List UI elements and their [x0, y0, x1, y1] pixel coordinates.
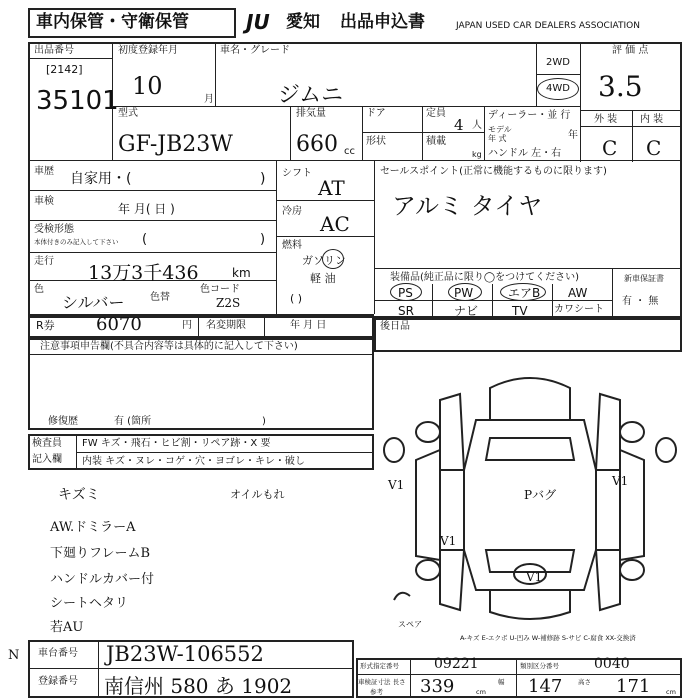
note-line-7: 若AU [50, 620, 84, 635]
margin-mark: N [8, 648, 20, 663]
form-title: 出品申込書 [340, 12, 425, 32]
note-line-5: ハンドルカバー付 [50, 572, 155, 587]
equip-pw: PW [454, 286, 474, 300]
exterior-value: C [602, 136, 618, 160]
color-code-value: Z2S [216, 296, 241, 310]
equip-ps-circle [390, 283, 422, 301]
note-line-6: シートヘタリ [50, 596, 129, 611]
transmission-value: AT [318, 176, 345, 200]
color-change-label: 色替 [150, 292, 170, 303]
model-value: GF-JB23W [118, 132, 233, 157]
sales-point-label: セールスポイント(正常に機能するものに限ります) [380, 166, 607, 177]
capacity-label: 定員 [426, 108, 446, 119]
color-value: シルバー [62, 293, 125, 312]
interior-value: C [646, 136, 662, 160]
cert-cm-1: cm [476, 688, 486, 696]
history-value: 自家用・( [70, 171, 132, 187]
sales-point-value: アルミ タイヤ [392, 192, 543, 220]
lot-label: 出品番号 [34, 45, 74, 56]
transfer-value: 年 月 日 [290, 320, 327, 331]
doors-label: ドア [366, 108, 386, 119]
exterior-label: 外 装 [594, 114, 618, 125]
notes-label: 注意事項申告欄(不具合内容等は具体的に記入して下さい) [40, 341, 298, 352]
history-label: 車歴 [34, 166, 54, 177]
inspector-interior-row: 内装 キズ・ヌレ・コゲ・穴・ヨゴレ・キレ・破し [82, 456, 305, 467]
spare-label: スペア [398, 620, 422, 629]
note-line-4: 下廻りフレームB [50, 546, 151, 561]
change-label: 年 式 [488, 134, 507, 143]
later-date-label: 後日品 [380, 321, 410, 332]
model-year-label: モデル [488, 125, 512, 134]
equip-tv: TV [512, 304, 528, 318]
displacement-label: 排気量 [296, 108, 326, 119]
reg-value: 南信州 580 あ 1902 [104, 674, 293, 698]
cert-class-value: 0040 [594, 656, 630, 672]
month-unit: 月 [204, 94, 214, 105]
drive-4wd: 4WD [546, 83, 570, 94]
ac-value: AC [320, 212, 350, 236]
ju-logo: JU [246, 10, 270, 34]
lot-number: 35101 [36, 86, 119, 116]
car-name-value: ジムニ [278, 83, 344, 108]
equipment-label: 装備品(純正品に限り◯をつけてください) [390, 272, 579, 283]
mileage-value: 13万3千436 [88, 262, 199, 284]
fuel-diesel: 軽 油 [310, 272, 336, 285]
year-label: 年 [568, 130, 578, 141]
repair-label: 修復歴 [48, 416, 78, 427]
damage-mark-right: V1 [612, 474, 629, 488]
kg-unit: kg [472, 150, 482, 159]
repair-value: 有 (箇所 [114, 416, 152, 427]
warranty-note: 本体付きのみ記入して下さい [34, 238, 119, 246]
warranty-label: 受検形態 [34, 224, 74, 235]
history-close: ) [260, 171, 266, 187]
chassis-label: 車台番号 [38, 648, 78, 659]
equip-aircon: エアB [508, 286, 541, 300]
note-line-2: オイルもれ [230, 488, 285, 501]
cert-cm-2: cm [666, 688, 676, 696]
load-label: 積載 [426, 136, 446, 147]
later-date-box [374, 318, 682, 352]
fuel-label: 燃料 [282, 240, 302, 251]
cert-length-label: 車検証寸法 長さ [358, 678, 406, 686]
new-warranty-value: 有 ・ 無 [622, 296, 659, 307]
note-line-3: AW.ドミラーA [50, 520, 136, 535]
lot-small-number: [2142] [46, 63, 83, 76]
cert-height-label: 高さ [578, 678, 591, 686]
inspection-label: 車検 [34, 196, 54, 207]
damage-mark-rear: V1 [526, 570, 543, 584]
equip-navi: ナビ [454, 304, 479, 318]
inspector-sub-label: 記入欄 [32, 454, 62, 465]
cert-type-value: 09221 [434, 656, 479, 672]
equip-pw-circle [448, 283, 482, 301]
storage-title: 車内保管・守衛保管 [36, 12, 189, 32]
damage-mark-left: V1 [388, 478, 405, 492]
warranty-value: ( [142, 232, 148, 247]
inspector-label: 検査員 [32, 438, 62, 449]
capacity-unit: 人 [472, 120, 482, 131]
score-label: 評 価 点 [612, 45, 649, 56]
cert-reference-label: 参考 [370, 688, 383, 696]
car-name-label: 車名・グレード [220, 45, 290, 56]
repair-close: ) [262, 416, 266, 427]
fuel-gas-circle [322, 249, 344, 269]
cert-length-value: 339 [420, 676, 455, 697]
transfer-label: 名変期限 [206, 320, 246, 331]
fuel-gas: ガソリン [302, 254, 346, 267]
inspection-value: 年 月( 日 ) [118, 202, 175, 216]
logo-region: 愛知 [286, 12, 320, 32]
transmission-label: シフト [282, 168, 312, 179]
association-name: JAPAN USED CAR DEALERS ASSOCIATION [456, 21, 640, 31]
recycle-value: 6070 [96, 314, 142, 335]
fuel-paren: ( ) [290, 292, 303, 305]
damage-legend: A-キズ E-エクボ U-凹み W-補修跡 S-サビ C-腐食 XX-交換済 [460, 634, 636, 642]
model-label: 型式 [118, 108, 138, 119]
chassis-value: JB23W-106552 [106, 642, 264, 666]
color-code-label: 色コード [200, 284, 240, 295]
first-reg-year: 10 [132, 72, 163, 100]
cert-width-value: 147 [528, 676, 563, 697]
note-line-1: キズミ [58, 487, 100, 503]
dealer-label: ディーラー・並 行 [488, 110, 571, 121]
equip-aircon-circle [500, 283, 546, 301]
capacity-value: 4 [454, 116, 464, 134]
interior-label: 内 装 [640, 114, 664, 125]
reg-label: 登録番号 [38, 676, 78, 687]
drive-2wd: 2WD [546, 57, 570, 68]
mileage-label: 走行 [34, 256, 54, 267]
recycle-yen: 円 [182, 320, 192, 331]
cert-height-value: 171 [616, 676, 651, 697]
equip-kawa: カワシート [554, 304, 604, 315]
score-value: 3.5 [598, 70, 643, 103]
cert-width-label: 幅 [498, 678, 505, 686]
handle-label: ハンドル 左・右 [488, 148, 562, 159]
mileage-unit: km [232, 266, 251, 280]
new-warranty-label: 新車保証書 [624, 274, 664, 283]
damage-mark-front: V1 [440, 534, 457, 548]
equip-ps: PS [398, 286, 413, 300]
damage-center-mark: Pバグ [524, 488, 557, 502]
equip-sr: SR [398, 304, 414, 318]
displacement-value: 660 [296, 132, 338, 157]
first-reg-label: 初度登録年月 [118, 45, 178, 56]
cert-type-label: 形式指定番号 [360, 662, 399, 670]
color-label: 色 [34, 284, 44, 295]
cc-unit: cc [344, 146, 355, 157]
ac-label: 冷房 [282, 206, 302, 217]
shape-label: 形状 [366, 136, 386, 147]
warranty-close: ) [260, 232, 266, 247]
inspector-fw-row: FW キズ・飛石・ヒビ割・リペア跡・X 要 [82, 438, 271, 449]
cert-class-label: 類別区分番号 [520, 662, 559, 670]
equip-aw: AW [568, 286, 588, 300]
recycle-label: R券 [36, 319, 55, 332]
